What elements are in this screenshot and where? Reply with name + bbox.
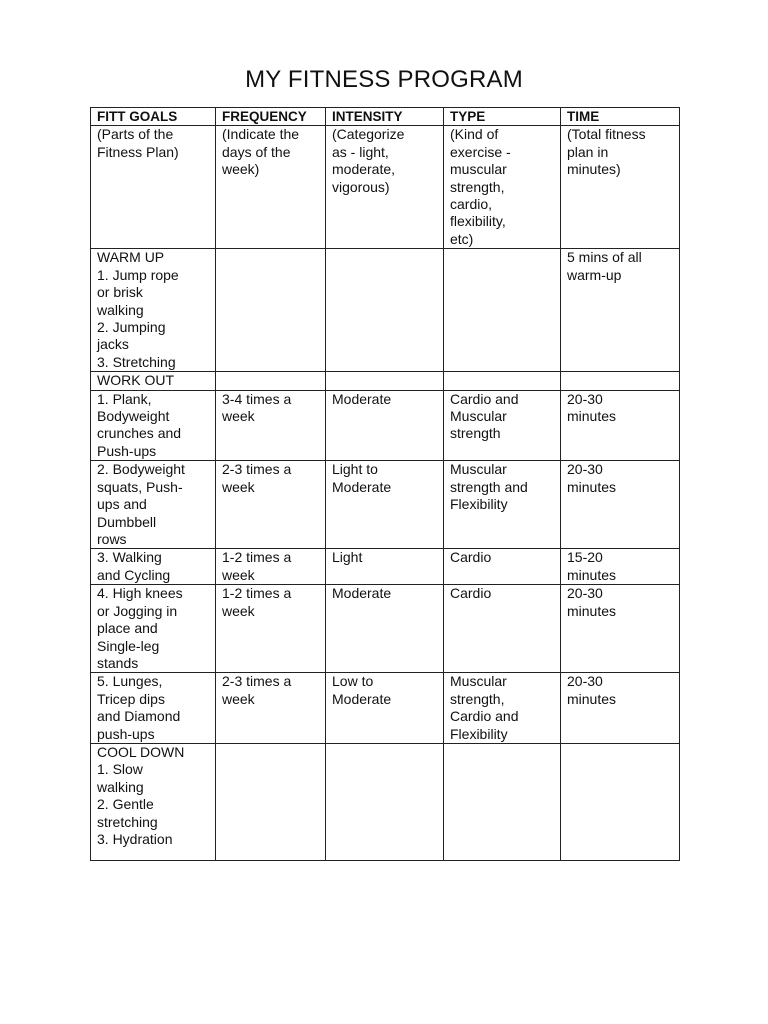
work-out-time: 20-30 minutes [561,585,680,673]
cool-down-goals: COOL DOWN 1. Slow walking 2. Gentle stretching 3. Hydration [91,743,216,860]
work-out-empty-cell [326,372,444,390]
work-out-frequency: 2-3 times a week [216,673,326,744]
header-intensity: INTENSITY [326,108,444,126]
warm-up-goals: WARM UP 1. Jump rope or brisk walking 2. Jumping jacks 3. Stretching [91,249,216,372]
work-out-time: 20-30 minutes [561,461,680,549]
work-out-empty-cell [444,372,561,390]
cool-down-time [561,743,680,860]
work-out-frequency: 3-4 times a week [216,390,326,461]
description-type: (Kind of exercise - muscular strength, cardio, flexibility, etc) [444,126,561,249]
page-title: MY FITNESS PROGRAM [245,66,523,93]
work-out-type: Muscular strength and Flexibility [444,461,561,549]
work-out-empty-cell [561,372,680,390]
work-out-frequency: 1-2 times a week [216,549,326,585]
work-out-empty-cell [216,372,326,390]
header-row [91,108,680,126]
work-out-goals: 1. Plank, Bodyweight crunches and Push-ups [91,390,216,461]
cool-down-row [91,743,680,860]
fitness-program-table [90,107,680,861]
description-time: (Total fitness plan in minutes) [561,126,680,249]
description-intensity: (Categorize as - light, moderate, vigorous) [326,126,444,249]
work-out-section-row [91,372,680,390]
warm-up-time: 5 mins of all warm-up [561,249,680,372]
work-out-intensity: Light [326,549,444,585]
work-out-intensity: Light to Moderate [326,461,444,549]
work-out-row [91,549,680,585]
work-out-type: Cardio [444,549,561,585]
work-out-intensity: Moderate [326,390,444,461]
header-fitt-goals: FITT GOALS [91,108,216,126]
work-out-frequency: 2-3 times a week [216,461,326,549]
work-out-row [91,461,680,549]
cool-down-frequency [216,743,326,860]
work-out-row [91,673,680,744]
description-fitt-goals: (Parts of the Fitness Plan) [91,126,216,249]
work-out-goals: 3. Walking and Cycling [91,549,216,585]
description-frequency: (Indicate the days of the week) [216,126,326,249]
work-out-intensity: Moderate [326,585,444,673]
warm-up-row [91,249,680,372]
work-out-type: Muscular strength, Cardio and Flexibility [444,673,561,744]
cool-down-type [444,743,561,860]
work-out-frequency: 1-2 times a week [216,585,326,673]
header-frequency: FREQUENCY [216,108,326,126]
warm-up-type [444,249,561,372]
work-out-time: 15-20 minutes [561,549,680,585]
header-time: TIME [561,108,680,126]
description-row [91,126,680,249]
warm-up-intensity [326,249,444,372]
work-out-label: WORK OUT [91,372,216,390]
work-out-type: Cardio and Muscular strength [444,390,561,461]
work-out-row [91,585,680,673]
work-out-time: 20-30 minutes [561,390,680,461]
header-type: TYPE [444,108,561,126]
work-out-intensity: Low to Moderate [326,673,444,744]
cool-down-intensity [326,743,444,860]
work-out-type: Cardio [444,585,561,673]
work-out-goals: 5. Lunges, Tricep dips and Diamond push-ups [91,673,216,744]
work-out-goals: 2. Bodyweight squats, Push- ups and Dumbbell rows [91,461,216,549]
work-out-goals: 4. High knees or Jogging in place and Single-leg stands [91,585,216,673]
warm-up-frequency [216,249,326,372]
work-out-row [91,390,680,461]
work-out-time: 20-30 minutes [561,673,680,744]
